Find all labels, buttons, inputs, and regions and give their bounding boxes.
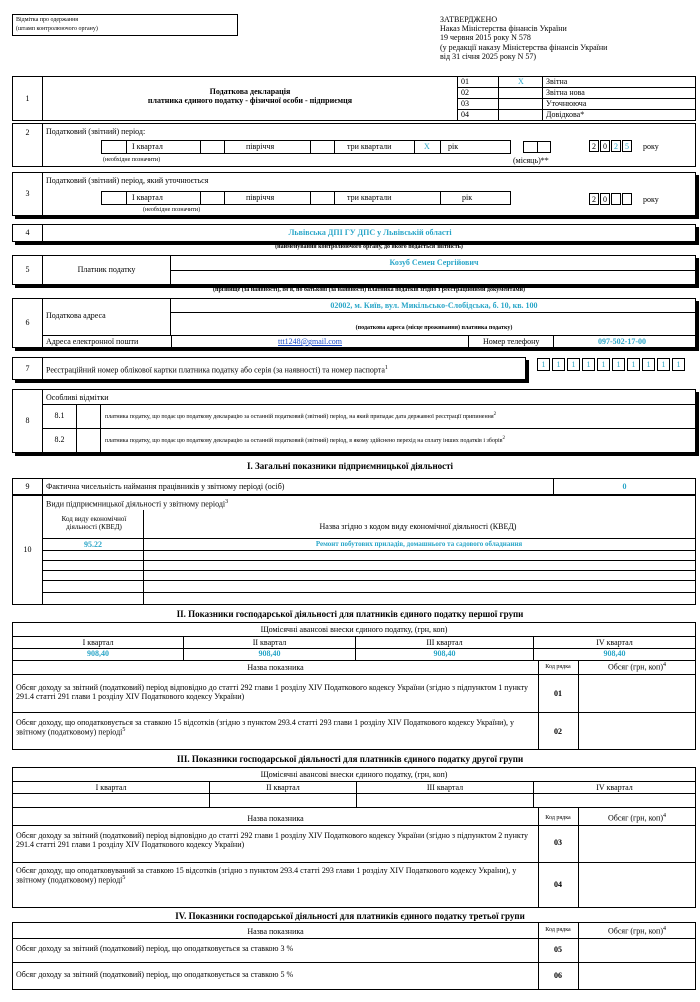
type-mark-01[interactable]: X bbox=[518, 77, 524, 86]
approval-line2: 19 червня 2015 року N 578 bbox=[440, 33, 531, 43]
clarified-q3[interactable]: три квартали bbox=[347, 193, 392, 202]
s4-row-05-text: Обсяг доходу за звітний (податковий) період, що оподатковується за ставкою 3 % bbox=[16, 944, 294, 953]
address-caption: (податкова адреса (місце проживання) платника податку) bbox=[355, 325, 513, 331]
mark-8-1-code: 8.1 bbox=[43, 404, 77, 428]
tax-authority-caption: (найменування контролюючого органу, до якого подається звітність) bbox=[275, 244, 463, 250]
address-label: Податкова адреса bbox=[43, 299, 171, 335]
mark-8-1-sup: 2 bbox=[493, 412, 497, 417]
clarified-note: (необхідне позначити) bbox=[143, 207, 201, 213]
s3-row-04-value[interactable] bbox=[579, 863, 695, 907]
row-3 bbox=[12, 172, 696, 216]
taxpayer-caption: (прізвище (за наявності), ім'я, по батькові (за наявності) платника податків згідно з реєстраційними документами) bbox=[212, 287, 526, 293]
s2-code-header: Код рядка bbox=[545, 664, 571, 670]
mark-8-1-text-body: платника податку, що подає цю податкову декларацію за останній податковий (звітний) період, на який припадає дата державної реєстрації припинення bbox=[105, 414, 494, 420]
mark-8-1-checkbox[interactable] bbox=[77, 404, 101, 428]
approval-line3: (у редакції наказу Міністерства фінансів України bbox=[440, 42, 608, 52]
s4-volume-sup: 4 bbox=[663, 926, 666, 932]
type-label-02: Звітна нова bbox=[546, 88, 585, 97]
tax-id-digit[interactable]: 1 bbox=[537, 358, 550, 371]
declaration-title-line2: платника єдиного податку - фізичної особи - підприємця bbox=[147, 96, 353, 106]
s2-volume-header bbox=[579, 662, 695, 672]
tax-id-digit[interactable]: 1 bbox=[612, 358, 625, 371]
s4-code-header: Код рядка bbox=[545, 927, 571, 933]
type-label-04: Довідкова* bbox=[546, 110, 585, 119]
type-code-01: 01 bbox=[461, 77, 469, 86]
tax-id-digit[interactable]: 1 bbox=[642, 358, 655, 371]
approval-line4: від 31 січня 2025 року N 57) bbox=[440, 51, 537, 61]
row-8 bbox=[12, 389, 696, 453]
s3-row-03-code: 03 bbox=[554, 838, 562, 847]
tax-address[interactable]: 02002, м. Київ, вул. Микільсько-Слобідська, б. 10, кв. 100 bbox=[330, 301, 538, 310]
s4-volume-header bbox=[579, 926, 695, 936]
s3-row-04-text-body: Обсяг доходу, що оподатковуваний за ставкою 15 відсотків (згідно з пунктом 293.4 статті 293 глави 1 розділу XIV Податкового кодексу України), у звітному (податковому) періоді bbox=[16, 866, 517, 885]
s2-row-02-value[interactable] bbox=[579, 713, 695, 749]
row-4 bbox=[12, 224, 696, 242]
email-value[interactable]: ttt1248@gmail.com bbox=[278, 337, 343, 346]
row-9 bbox=[12, 478, 696, 495]
s2-row-01-code: 01 bbox=[554, 689, 562, 698]
row-8-num: 8 bbox=[13, 390, 43, 452]
row-9-num: 9 bbox=[13, 479, 43, 494]
section-1-title: I. Загальні показники підприємницької діяльності bbox=[246, 461, 454, 471]
month-caption: (місяць)** bbox=[513, 156, 549, 165]
declaration-title bbox=[43, 87, 457, 105]
email-label: Адреса електронної пошти bbox=[46, 337, 139, 346]
period-options bbox=[101, 140, 511, 154]
tax-id-digit[interactable]: 1 bbox=[657, 358, 670, 371]
employees-value[interactable]: 0 bbox=[622, 482, 627, 491]
row-6 bbox=[12, 298, 696, 348]
type-label-01: Звітна bbox=[546, 77, 568, 86]
s4-volume-header-text: Обсяг (грн, коп) bbox=[607, 926, 663, 936]
s2-monthly-header: Щомісячні авансові внески єдиного податку, (грн, коп) bbox=[260, 625, 448, 634]
year-digit[interactable]: 0 bbox=[600, 140, 610, 152]
s2-row-01-text: Обсяг доходу за звітний (податковий) період відповідно до статті 292 глави 1 розділу XIV Податкового кодексу України (згідно з підпунктом 1 пункту 291.4 статті 291 глави 1 розділу XIV Податкового кодексу України) bbox=[16, 683, 529, 702]
activity-types-label bbox=[46, 499, 228, 509]
year-digit[interactable] bbox=[622, 193, 632, 205]
s3-quarter-1: I квартал bbox=[95, 783, 127, 792]
s4-row-05-code: 05 bbox=[554, 945, 562, 954]
s2-quarter-1: I квартал bbox=[82, 638, 114, 647]
year-digit[interactable]: 2 bbox=[611, 140, 621, 152]
s4-indicator-header: Назва показника bbox=[247, 927, 304, 936]
section-3-title: III. Показники господарської діяльності для платників єдиного податку другої групи bbox=[176, 754, 524, 764]
type-code-03: 03 bbox=[461, 99, 469, 108]
s3-code-header: Код рядка bbox=[545, 815, 571, 821]
s2-value-q2[interactable]: 908,40 bbox=[258, 649, 281, 658]
tax-id-digit[interactable]: 1 bbox=[597, 358, 610, 371]
section-3-table bbox=[12, 767, 696, 908]
s2-value-q3[interactable]: 908,40 bbox=[433, 649, 456, 658]
taxpayer-label: Платник податку bbox=[43, 256, 171, 284]
tax-id-digit[interactable]: 1 bbox=[627, 358, 640, 371]
year-digit[interactable]: 5 bbox=[622, 140, 632, 152]
section-2-table bbox=[12, 622, 696, 750]
activity-types-sup: 3 bbox=[225, 499, 229, 505]
year-digit[interactable] bbox=[611, 193, 621, 205]
row-10-num: 10 bbox=[13, 496, 43, 604]
row-1 bbox=[12, 76, 696, 121]
s3-row-04-sup: 5 bbox=[122, 875, 126, 882]
employees-label: Фактична чисельність наймання працівників у звітному періоді (осіб) bbox=[46, 482, 285, 491]
kved-name-header: Назва згідно з кодом виду економічної діяльності (КВЕД) bbox=[319, 522, 517, 531]
row-2-num: 2 bbox=[13, 124, 43, 166]
s2-quarter-3: III квартал bbox=[426, 638, 463, 647]
declaration-title-line1: Податкова декларація bbox=[209, 87, 291, 96]
row-4-num: 4 bbox=[13, 225, 43, 241]
s3-indicator-header: Назва показника bbox=[247, 814, 304, 823]
tax-id-label bbox=[46, 365, 388, 375]
clarified-year[interactable]: рік bbox=[462, 193, 473, 202]
approval-title: ЗАТВЕРДЖЕНО bbox=[440, 15, 498, 24]
s4-row-06-text: Обсяг доходу за звітний (податковий) період, що оподатковується за ставкою 5 % bbox=[16, 970, 294, 979]
row-7 bbox=[12, 357, 526, 380]
s3-quarter-2: II квартал bbox=[266, 783, 300, 792]
kved-code[interactable]: 95.22 bbox=[84, 540, 102, 549]
clarified-year-word: року bbox=[643, 195, 659, 204]
s3-row-03-value[interactable] bbox=[579, 826, 695, 862]
kved-name[interactable]: Ремонт побутових приладів, домашнього та садового обладнання bbox=[315, 540, 523, 548]
period-note: (необхідне позначити) bbox=[103, 157, 161, 163]
mark-8-2-code: 8.2 bbox=[43, 428, 77, 452]
row-10 bbox=[12, 495, 696, 605]
s3-row-03-text: Обсяг доходу за звітний (податковий) період відповідно до статті 292 глави 1 розділу XIV Податкового кодексу України (згідно з підпунктом 2 пункту 291.4 статті 291 глави 1 розділу XIV Податкового кодексу України) bbox=[16, 831, 529, 850]
s2-value-q1[interactable]: 908,40 bbox=[87, 649, 109, 658]
s3-monthly-header: Щомісячні авансові внески єдиного податку, (грн, коп) bbox=[260, 770, 448, 779]
year-word: року bbox=[643, 142, 659, 151]
year-digit[interactable]: 0 bbox=[600, 193, 610, 205]
period-year-mark[interactable]: X bbox=[424, 142, 430, 151]
tax-id-digit[interactable]: 1 bbox=[672, 358, 685, 371]
type-label-03: Уточнююча bbox=[546, 99, 587, 108]
mark-8-2-sup: 2 bbox=[502, 436, 505, 441]
mark-8-2-text-body: платника податку, що подає цю податкову декларацію за останній податковий (звітний) період, в якому здійснено перехід на сплату інших податків і зборів bbox=[105, 438, 503, 444]
row-3-num: 3 bbox=[13, 173, 43, 215]
s3-volume-sup: 4 bbox=[663, 813, 666, 819]
s3-volume-header-text: Обсяг (грн, коп) bbox=[607, 813, 663, 823]
type-code-04: 04 bbox=[461, 110, 469, 119]
s3-volume-header bbox=[579, 813, 695, 823]
tax-authority-name[interactable]: Львівська ДПІ ГУ ДПС у Львівській області bbox=[288, 228, 452, 237]
year-digit[interactable]: 2 bbox=[589, 140, 599, 152]
mark-8-2-text bbox=[105, 436, 693, 445]
year-digit[interactable]: 2 bbox=[589, 193, 599, 205]
row-7-num: 7 bbox=[13, 358, 43, 379]
mark-8-1-text bbox=[105, 412, 693, 421]
row-6-num: 6 bbox=[13, 299, 43, 347]
stamp-line2: (штамп контролюючого органу) bbox=[16, 25, 98, 32]
clarified-q1[interactable]: I квартал bbox=[132, 193, 163, 202]
s3-quarter-4: IV квартал bbox=[596, 783, 633, 792]
month-field[interactable] bbox=[523, 141, 551, 153]
s2-row-02-text-body: Обсяг доходу, що оподатковується за ставкою 15 відсотків (згідно з пунктом 293.4 статті 293 глави 1 розділу XIV Податкового кодексу України), у звітному (податковому) періоді bbox=[16, 718, 515, 737]
special-marks-label: Особливі відмітки bbox=[46, 393, 109, 402]
section-2-title: II. Показники господарської діяльності для платників єдиного податку першої групи bbox=[176, 609, 524, 619]
clarified-period-label: Податковий (звітний) період, який уточнюється bbox=[46, 176, 209, 185]
declaration-type-table bbox=[457, 77, 695, 120]
row-5-num: 5 bbox=[13, 256, 43, 284]
reporting-period-label: Податковий (звітний) період: bbox=[46, 127, 146, 136]
section-4-title: IV. Показники господарської діяльності для платників єдиного податку третьої групи bbox=[175, 911, 525, 921]
period-q3[interactable]: три квартали bbox=[347, 142, 392, 151]
s2-row-02-sup: 5 bbox=[122, 727, 126, 734]
s2-volume-header-text: Обсяг (грн, коп) bbox=[607, 662, 663, 672]
phone-label: Номер телефону bbox=[483, 337, 540, 346]
section-4-table bbox=[12, 922, 696, 990]
tax-id-digit[interactable]: 1 bbox=[567, 358, 580, 371]
period-year[interactable]: рік bbox=[448, 142, 459, 151]
stamp-box bbox=[12, 14, 238, 36]
approval-line1: Наказ Міністерства фінансів України bbox=[440, 24, 567, 34]
s2-volume-sup: 4 bbox=[663, 662, 666, 668]
s4-row-06-value[interactable] bbox=[579, 963, 695, 989]
row-2 bbox=[12, 123, 696, 167]
s4-row-05-value[interactable] bbox=[579, 939, 695, 962]
tax-id-label-text: Реєстраційний номер облікової картки платника податку або серія (за наявності) та номер паспорта bbox=[46, 365, 385, 375]
s2-row-01-value[interactable] bbox=[579, 675, 695, 712]
row-1-num: 1 bbox=[13, 77, 43, 120]
tax-id-digit[interactable]: 1 bbox=[582, 358, 595, 371]
s2-row-02-text bbox=[16, 718, 534, 737]
phone-value[interactable]: 097-502-17-00 bbox=[598, 337, 646, 346]
s4-row-06-code: 06 bbox=[554, 971, 562, 980]
clarified-period-options bbox=[101, 191, 511, 205]
s3-quarter-3: III квартал bbox=[426, 783, 464, 792]
tax-id-sup: 1 bbox=[384, 365, 388, 371]
s2-row-02-code: 02 bbox=[554, 727, 562, 736]
s2-indicator-header: Назва показника bbox=[247, 663, 304, 672]
row-5 bbox=[12, 255, 696, 285]
clarified-half[interactable]: півріччя bbox=[246, 193, 275, 202]
activity-types-label-text: Види підприємницької діяльності у звітному періоді bbox=[46, 499, 226, 509]
taxpayer-name[interactable]: Козуб Семен Сергійович bbox=[389, 258, 479, 267]
kved-code-header: Код виду економічної діяльності (КВЕД) bbox=[61, 515, 127, 531]
type-code-02: 02 bbox=[461, 88, 469, 97]
tax-id-digit[interactable]: 1 bbox=[552, 358, 565, 371]
mark-8-2-checkbox[interactable] bbox=[77, 428, 101, 452]
s2-quarter-4: IV квартал bbox=[596, 638, 633, 647]
period-q1[interactable]: I квартал bbox=[132, 142, 163, 151]
stamp-line1: Відмітка про одержання bbox=[16, 17, 79, 23]
s2-quarter-2: II квартал bbox=[252, 638, 287, 647]
s3-row-04-text bbox=[16, 866, 534, 885]
period-half[interactable]: півріччя bbox=[246, 142, 275, 151]
approval-block bbox=[440, 15, 680, 61]
s3-row-04-code: 04 bbox=[554, 880, 562, 889]
s2-value-q4[interactable]: 908,40 bbox=[603, 649, 626, 658]
